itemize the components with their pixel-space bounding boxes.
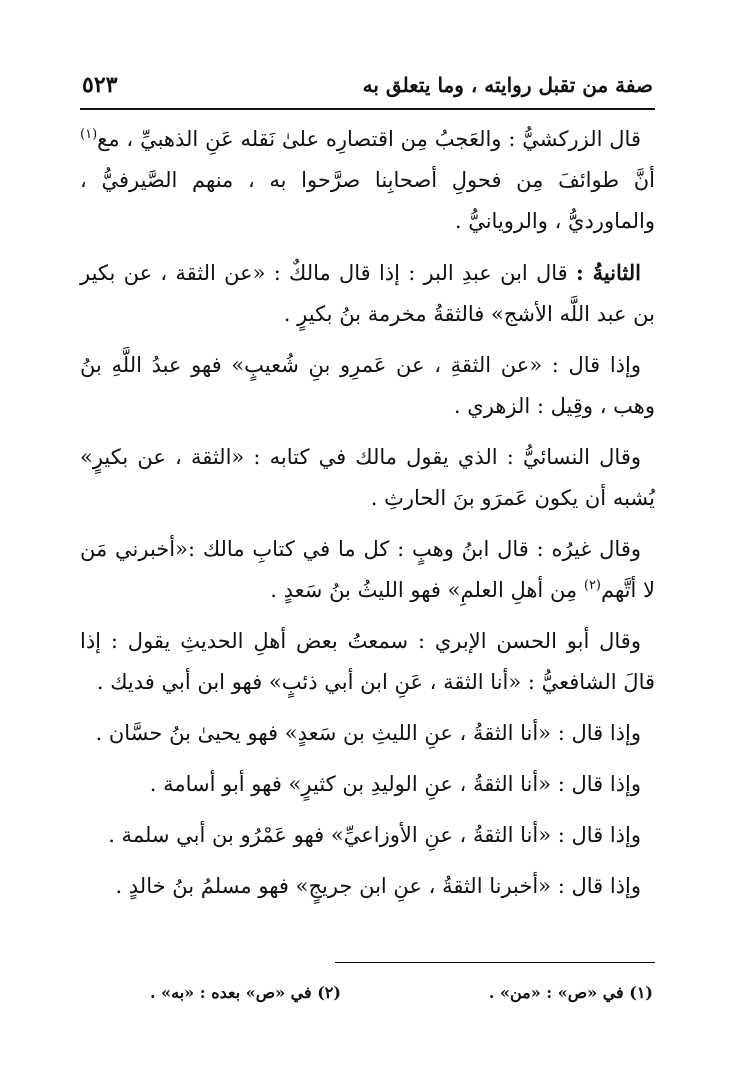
paragraph-lead: الثانيةُ : <box>575 260 641 285</box>
paragraph: وإذا قال : «عن الثقةِ ، عن عَمرِو بنِ شُعيبٍ» فهو عبدُ اللَّهِ بنُ وهب ، وقِيل : الزهري . <box>80 353 655 418</box>
page-number: ٥٢٣ <box>82 72 118 98</box>
paragraph: وقال أبو الحسن الإبري : سمعتُ بعض أهلِ الحديثِ يقول : إذا قالَ الشافعيُّ : «أنا الثقة ، عَنِ ابن أبي ذئبٍ» فهو ابن أبي فديك . <box>80 629 655 694</box>
paragraph: وإذا قال : «أنا الثقةُ ، عنِ الأوزاعيِّ» فهو عَمْرُو بن أبي سلمة . <box>108 823 641 847</box>
footnote-ref: (١) <box>80 127 98 142</box>
paragraph: الثانيةُ : قال ابن عبدِ البر : إذا قال مالكٌ : «عن الثقة ، عن بكير بن عبد اللَّه الأشج» فالثقةُ مخرمة بنُ بكيرٍ . <box>80 260 655 326</box>
paragraph: وقال النسائيُّ : الذي يقول مالك في كتابه : «الثقة ، عن بكيرٍ» يُشبه أن يكون عَمرَو بنَ الحارثِ . <box>80 445 655 510</box>
footnote-2: (٢) في «ص» بعده : «به» . <box>150 983 341 1002</box>
paragraph: قال الزركشيُّ : والعَجبُ مِن اقتصارِه علىٰ نَقله عَنِ الذهبيِّ ، مع$^{(١)}$ أنَّ طوائفَ مِن فحولِ أصحابِنا صرَّحوا به ، منهم الصَّيرفيُّ ، والماورديُّ ، والرويانيُّ . <box>80 127 655 233</box>
paragraph: وإذا قال : «أخبرنا الثقةُ ، عنِ ابن جريجٍ» فهو مسلمُ بنُ خالدٍ . <box>115 874 641 898</box>
chapter-title: صفة من تقبل روايته ، وما يتعلق به <box>362 73 653 97</box>
paragraph: وإذا قال : «أنا الثقةُ ، عنِ الليثِ بن سَعدٍ» فهو يحيىٰ بنُ حسَّان . <box>95 721 641 745</box>
footnote-rule <box>335 962 655 963</box>
paragraph: وإذا قال : «أنا الثقةُ ، عنِ الوليدِ بن كثيرٍ» فهو أبو أسامة . <box>149 772 641 796</box>
header-rule <box>80 108 655 110</box>
footnote-ref: (٢) <box>583 578 601 593</box>
main-text <box>80 118 655 917</box>
paragraph: وقال غيرُه : قال ابنُ وهبٍ : كل ما في كتابِ مالك :«أخبرني مَن لا أتَّهم$^{(٢)}$ مِن أهلِ العلمِ» فهو الليثُ بنُ سَعدٍ . <box>80 537 655 602</box>
footnotes <box>150 983 653 1002</box>
footnote-1: (١) في «ص» : «من» . <box>488 983 653 1002</box>
running-header <box>82 68 653 102</box>
